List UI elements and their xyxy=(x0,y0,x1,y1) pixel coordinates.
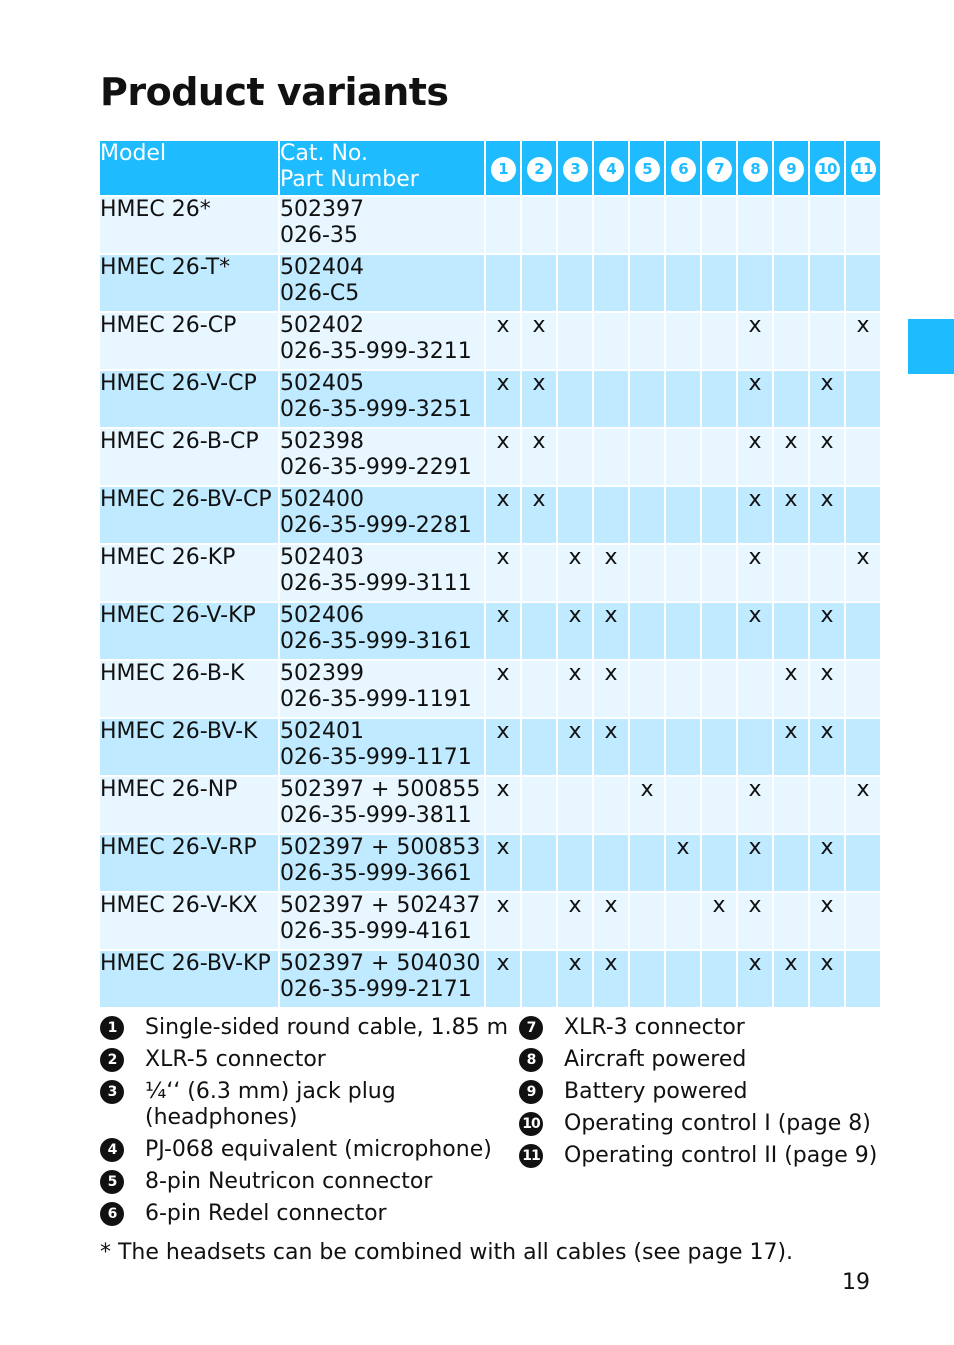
feature-mark-cell xyxy=(702,487,736,543)
feature-mark-cell: x xyxy=(738,487,772,543)
table-row xyxy=(100,429,880,485)
feature-number-badge: 7 xyxy=(707,157,732,182)
cat-no-cell xyxy=(280,429,484,485)
feature-mark-cell xyxy=(774,893,808,949)
cat-number: 502403 xyxy=(280,545,364,570)
feature-number-badge: 11 xyxy=(851,157,876,182)
feature-mark-cell: x xyxy=(486,893,520,949)
cat-no-cell xyxy=(280,661,484,717)
feature-number-badge: 4 xyxy=(599,157,624,182)
feature-mark-cell: x xyxy=(522,371,556,427)
feature-mark-cell xyxy=(846,719,880,775)
feature-mark-cell xyxy=(594,313,628,369)
cat-number: 502397 + 504030 xyxy=(280,951,481,976)
feature-mark-cell: x xyxy=(558,951,592,1007)
feature-mark-cell: x xyxy=(594,719,628,775)
feature-mark-cell: x xyxy=(486,661,520,717)
header-feature-8 xyxy=(738,141,772,195)
cat-number: 502406 xyxy=(280,603,364,628)
feature-number-badge: 9 xyxy=(779,157,804,182)
feature-mark-cell xyxy=(630,835,664,891)
part-number: 026-35-999-3111 xyxy=(280,571,472,596)
part-number: 026-C5 xyxy=(280,281,360,306)
legend-item xyxy=(100,1169,510,1195)
feature-mark-cell xyxy=(846,255,880,311)
feature-mark-cell xyxy=(666,545,700,601)
feature-mark-cell: x xyxy=(702,893,736,949)
part-number: 026-35-999-3161 xyxy=(280,629,472,654)
feature-mark-cell xyxy=(630,951,664,1007)
model-cell: HMEC 26-BV-CP xyxy=(100,487,278,543)
feature-mark-cell: x xyxy=(486,951,520,1007)
feature-mark-cell: x xyxy=(522,429,556,485)
feature-mark-cell xyxy=(702,835,736,891)
table-row xyxy=(100,371,880,427)
part-number: 026-35-999-2291 xyxy=(280,455,472,480)
feature-mark-cell xyxy=(702,313,736,369)
feature-mark-cell xyxy=(522,255,556,311)
feature-mark-cell xyxy=(522,777,556,833)
cat-no-cell xyxy=(280,893,484,949)
table-row xyxy=(100,313,880,369)
feature-mark-cell: x xyxy=(738,893,772,949)
feature-mark-cell xyxy=(522,661,556,717)
feature-mark-cell xyxy=(702,429,736,485)
header-feature-9 xyxy=(774,141,808,195)
feature-mark-cell: x xyxy=(810,429,844,485)
legend-item xyxy=(519,1111,899,1137)
feature-mark-cell xyxy=(558,487,592,543)
feature-mark-cell xyxy=(522,545,556,601)
feature-mark-cell xyxy=(810,255,844,311)
legend-number-badge: 4 xyxy=(100,1138,124,1162)
feature-mark-cell xyxy=(774,255,808,311)
feature-mark-cell xyxy=(486,197,520,253)
feature-mark-cell xyxy=(630,719,664,775)
feature-mark-cell xyxy=(846,661,880,717)
feature-mark-cell: x xyxy=(594,951,628,1007)
part-number: 026-35-999-2281 xyxy=(280,513,472,538)
feature-mark-cell xyxy=(774,371,808,427)
feature-mark-cell: x xyxy=(666,835,700,891)
feature-mark-cell: x xyxy=(810,835,844,891)
table-row xyxy=(100,545,880,601)
header-feature-7 xyxy=(702,141,736,195)
table-row xyxy=(100,951,880,1007)
header-feature-4 xyxy=(594,141,628,195)
cat-no-cell xyxy=(280,603,484,659)
legend-item xyxy=(100,1201,510,1227)
feature-number-badge: 1 xyxy=(491,157,516,182)
feature-mark-cell xyxy=(594,371,628,427)
table-row xyxy=(100,835,880,891)
feature-mark-cell xyxy=(846,835,880,891)
table-row xyxy=(100,487,880,543)
feature-mark-cell: x xyxy=(810,487,844,543)
part-number: 026-35-999-4161 xyxy=(280,919,472,944)
feature-mark-cell: x xyxy=(774,951,808,1007)
feature-mark-cell: x xyxy=(558,545,592,601)
feature-mark-cell: x xyxy=(486,429,520,485)
feature-mark-cell: x xyxy=(486,313,520,369)
feature-mark-cell: x xyxy=(558,719,592,775)
feature-mark-cell: x xyxy=(522,487,556,543)
feature-mark-cell xyxy=(774,777,808,833)
legend-item xyxy=(100,1015,510,1041)
model-cell: HMEC 26-V-KP xyxy=(100,603,278,659)
feature-mark-cell xyxy=(702,777,736,833)
table-row xyxy=(100,197,880,253)
cat-number: 502397 + 500853 xyxy=(280,835,481,860)
part-number: 026-35-999-3211 xyxy=(280,339,472,364)
feature-mark-cell xyxy=(594,255,628,311)
feature-mark-cell: x xyxy=(738,603,772,659)
legend-number-badge: 2 xyxy=(100,1048,124,1072)
footnote: * The headsets can be combined with all cables (see page 17). xyxy=(100,1240,794,1265)
cat-number: 502397 + 502437 xyxy=(280,893,481,918)
cat-no-cell xyxy=(280,719,484,775)
section-tab-marker xyxy=(908,319,954,374)
product-variants-table xyxy=(98,139,882,1009)
feature-mark-cell xyxy=(558,777,592,833)
cat-no-cell xyxy=(280,545,484,601)
feature-mark-cell: x xyxy=(738,951,772,1007)
feature-mark-cell: x xyxy=(486,835,520,891)
model-cell: HMEC 26-BV-KP xyxy=(100,951,278,1007)
part-number: 026-35-999-3811 xyxy=(280,803,472,828)
feature-mark-cell: x xyxy=(846,313,880,369)
cat-number: 502405 xyxy=(280,371,364,396)
legend-right xyxy=(519,1015,899,1175)
legend-text: XLR-3 connector xyxy=(564,1015,745,1040)
feature-mark-cell xyxy=(702,545,736,601)
feature-mark-cell: x xyxy=(594,661,628,717)
legend-item xyxy=(519,1143,899,1169)
feature-mark-cell: x xyxy=(486,777,520,833)
legend-number-badge: 8 xyxy=(519,1048,543,1072)
part-number: 026-35-999-1191 xyxy=(280,687,472,712)
cat-no-cell xyxy=(280,255,484,311)
feature-mark-cell xyxy=(738,661,772,717)
table-header-row xyxy=(100,141,880,195)
feature-mark-cell: x xyxy=(810,661,844,717)
cat-no-cell xyxy=(280,777,484,833)
feature-mark-cell: x xyxy=(810,719,844,775)
feature-mark-cell: x xyxy=(486,545,520,601)
cat-number: 502404 xyxy=(280,255,364,280)
model-cell: HMEC 26-T* xyxy=(100,255,278,311)
feature-mark-cell xyxy=(594,835,628,891)
feature-mark-cell xyxy=(594,487,628,543)
model-cell: HMEC 26-V-KX xyxy=(100,893,278,949)
legend-text: Operating control II (page 9) xyxy=(564,1143,878,1168)
feature-mark-cell xyxy=(666,255,700,311)
legend-number-badge: 10 xyxy=(519,1112,543,1136)
feature-number-badge: 2 xyxy=(527,157,552,182)
cat-number: 502401 xyxy=(280,719,364,744)
feature-mark-cell xyxy=(666,313,700,369)
feature-mark-cell: x xyxy=(594,603,628,659)
feature-mark-cell: x xyxy=(738,777,772,833)
header-feature-2 xyxy=(522,141,556,195)
model-cell: HMEC 26-CP xyxy=(100,313,278,369)
page-title: Product variants xyxy=(100,70,449,114)
feature-mark-cell: x xyxy=(774,487,808,543)
feature-mark-cell xyxy=(522,197,556,253)
legend-item xyxy=(519,1047,899,1073)
model-cell: HMEC 26-KP xyxy=(100,545,278,601)
feature-mark-cell xyxy=(846,487,880,543)
legend-text: 6-pin Redel connector xyxy=(145,1201,387,1226)
feature-mark-cell xyxy=(594,777,628,833)
feature-mark-cell xyxy=(630,371,664,427)
legend-item xyxy=(519,1015,899,1041)
cat-no-cell xyxy=(280,835,484,891)
model-cell: HMEC 26-B-CP xyxy=(100,429,278,485)
feature-mark-cell xyxy=(630,197,664,253)
legend-number-badge: 3 xyxy=(100,1080,124,1104)
feature-mark-cell: x xyxy=(846,545,880,601)
feature-number-badge: 5 xyxy=(635,157,660,182)
table-row xyxy=(100,893,880,949)
feature-mark-cell xyxy=(630,487,664,543)
legend-text: XLR-5 connector xyxy=(145,1047,326,1072)
part-number: 026-35-999-1171 xyxy=(280,745,472,770)
feature-mark-cell xyxy=(810,777,844,833)
feature-mark-cell: x xyxy=(738,429,772,485)
cat-no-cell xyxy=(280,951,484,1007)
legend-number-badge: 6 xyxy=(100,1202,124,1226)
feature-mark-cell xyxy=(702,197,736,253)
cat-number: 502400 xyxy=(280,487,364,512)
feature-mark-cell: x xyxy=(810,603,844,659)
cat-no-cell xyxy=(280,487,484,543)
feature-mark-cell xyxy=(702,603,736,659)
legend-number-badge: 5 xyxy=(100,1170,124,1194)
feature-mark-cell xyxy=(594,197,628,253)
header-feature-1 xyxy=(486,141,520,195)
feature-mark-cell: x xyxy=(558,893,592,949)
part-number: 026-35-999-3251 xyxy=(280,397,472,422)
feature-mark-cell xyxy=(522,893,556,949)
feature-mark-cell xyxy=(630,255,664,311)
feature-mark-cell: x xyxy=(486,371,520,427)
feature-mark-cell xyxy=(666,429,700,485)
table-row xyxy=(100,255,880,311)
feature-mark-cell: x xyxy=(738,313,772,369)
feature-mark-cell xyxy=(774,545,808,601)
model-cell: HMEC 26-BV-K xyxy=(100,719,278,775)
feature-mark-cell xyxy=(810,313,844,369)
feature-mark-cell: x xyxy=(774,661,808,717)
feature-mark-cell xyxy=(846,429,880,485)
cat-no-cell xyxy=(280,197,484,253)
feature-mark-cell xyxy=(630,313,664,369)
cat-number: 502399 xyxy=(280,661,364,686)
feature-mark-cell xyxy=(774,603,808,659)
feature-mark-cell xyxy=(522,603,556,659)
feature-mark-cell xyxy=(702,371,736,427)
legend-number-badge: 1 xyxy=(100,1016,124,1040)
feature-mark-cell: x xyxy=(486,487,520,543)
feature-mark-cell xyxy=(666,719,700,775)
feature-mark-cell xyxy=(666,487,700,543)
legend-item xyxy=(100,1137,510,1163)
part-number: 026-35-999-2171 xyxy=(280,977,472,1002)
header-feature-11 xyxy=(846,141,880,195)
feature-mark-cell xyxy=(666,197,700,253)
header-cat-line2: Part Number xyxy=(280,167,419,192)
feature-mark-cell: x xyxy=(810,951,844,1007)
model-cell: HMEC 26-V-CP xyxy=(100,371,278,427)
header-feature-6 xyxy=(666,141,700,195)
feature-mark-cell: x xyxy=(738,371,772,427)
feature-mark-cell: x xyxy=(738,835,772,891)
feature-mark-cell xyxy=(558,313,592,369)
feature-mark-cell xyxy=(558,197,592,253)
feature-mark-cell xyxy=(666,371,700,427)
page-number: 19 xyxy=(842,1270,870,1295)
cat-no-cell xyxy=(280,313,484,369)
table-row xyxy=(100,719,880,775)
feature-mark-cell xyxy=(630,545,664,601)
model-cell: HMEC 26* xyxy=(100,197,278,253)
feature-mark-cell xyxy=(846,371,880,427)
feature-mark-cell: x xyxy=(630,777,664,833)
legend-text: ¼‘‘ (6.3 mm) jack plug (headphones) xyxy=(145,1079,396,1130)
table-row xyxy=(100,777,880,833)
feature-mark-cell: x xyxy=(594,893,628,949)
feature-mark-cell xyxy=(486,255,520,311)
legend-text: 8-pin Neutricon connector xyxy=(145,1169,433,1194)
feature-mark-cell xyxy=(774,313,808,369)
legend-number-badge: 7 xyxy=(519,1016,543,1040)
legend-text: Battery powered xyxy=(564,1079,748,1104)
legend-text: PJ-068 equivalent (microphone) xyxy=(145,1137,492,1162)
feature-mark-cell xyxy=(630,661,664,717)
model-cell: HMEC 26-V-RP xyxy=(100,835,278,891)
feature-mark-cell xyxy=(738,197,772,253)
legend-item xyxy=(100,1047,510,1073)
feature-mark-cell xyxy=(522,719,556,775)
feature-mark-cell xyxy=(810,545,844,601)
feature-mark-cell xyxy=(810,197,844,253)
header-feature-10 xyxy=(810,141,844,195)
cat-no-cell xyxy=(280,371,484,427)
feature-mark-cell xyxy=(702,951,736,1007)
model-cell: HMEC 26-NP xyxy=(100,777,278,833)
feature-mark-cell xyxy=(846,197,880,253)
feature-mark-cell xyxy=(522,951,556,1007)
feature-mark-cell: x xyxy=(810,893,844,949)
feature-number-badge: 10 xyxy=(815,157,840,182)
legend-left xyxy=(100,1015,510,1233)
feature-mark-cell xyxy=(846,951,880,1007)
feature-mark-cell xyxy=(666,893,700,949)
table-row xyxy=(100,603,880,659)
feature-mark-cell xyxy=(522,835,556,891)
feature-mark-cell xyxy=(630,429,664,485)
feature-mark-cell: x xyxy=(846,777,880,833)
legend-item xyxy=(519,1079,899,1105)
legend-item xyxy=(100,1079,510,1131)
feature-mark-cell xyxy=(666,603,700,659)
part-number: 026-35-999-3661 xyxy=(280,861,472,886)
legend-text: Single-sided round cable, 1.85 m xyxy=(145,1015,509,1040)
feature-mark-cell xyxy=(702,661,736,717)
feature-mark-cell: x xyxy=(774,719,808,775)
feature-mark-cell xyxy=(630,603,664,659)
feature-mark-cell xyxy=(558,429,592,485)
feature-mark-cell xyxy=(702,719,736,775)
legend-text: Operating control I (page 8) xyxy=(564,1111,871,1136)
header-feature-5 xyxy=(630,141,664,195)
feature-mark-cell: x xyxy=(486,719,520,775)
feature-mark-cell: x xyxy=(810,371,844,427)
legend-number-badge: 9 xyxy=(519,1080,543,1104)
feature-mark-cell xyxy=(738,719,772,775)
feature-number-badge: 3 xyxy=(563,157,588,182)
feature-mark-cell xyxy=(738,255,772,311)
feature-mark-cell xyxy=(846,893,880,949)
feature-mark-cell: x xyxy=(558,603,592,659)
feature-mark-cell xyxy=(630,893,664,949)
header-model: Model xyxy=(100,141,278,195)
feature-mark-cell xyxy=(666,661,700,717)
feature-mark-cell: x xyxy=(522,313,556,369)
feature-mark-cell xyxy=(558,835,592,891)
feature-mark-cell xyxy=(702,255,736,311)
cat-number: 502397 xyxy=(280,197,364,222)
cat-number: 502402 xyxy=(280,313,364,338)
cat-number: 502398 xyxy=(280,429,364,454)
feature-mark-cell: x xyxy=(558,661,592,717)
feature-number-badge: 8 xyxy=(743,157,768,182)
header-cat-no xyxy=(280,141,484,195)
feature-number-badge: 6 xyxy=(671,157,696,182)
feature-mark-cell: x xyxy=(774,429,808,485)
feature-mark-cell xyxy=(774,197,808,253)
legend-text: Aircraft powered xyxy=(564,1047,747,1072)
cat-number: 502397 + 500855 xyxy=(280,777,481,802)
model-cell: HMEC 26-B-K xyxy=(100,661,278,717)
feature-mark-cell xyxy=(594,429,628,485)
feature-mark-cell xyxy=(846,603,880,659)
feature-mark-cell xyxy=(774,835,808,891)
table-row xyxy=(100,661,880,717)
feature-mark-cell xyxy=(666,951,700,1007)
header-feature-3 xyxy=(558,141,592,195)
feature-mark-cell xyxy=(666,777,700,833)
feature-mark-cell xyxy=(558,255,592,311)
header-cat-line1: Cat. No. xyxy=(280,141,368,166)
part-number: 026-35 xyxy=(280,223,358,248)
feature-mark-cell: x xyxy=(594,545,628,601)
legend-number-badge: 11 xyxy=(519,1144,543,1168)
feature-mark-cell: x xyxy=(738,545,772,601)
feature-mark-cell: x xyxy=(486,603,520,659)
feature-mark-cell xyxy=(558,371,592,427)
